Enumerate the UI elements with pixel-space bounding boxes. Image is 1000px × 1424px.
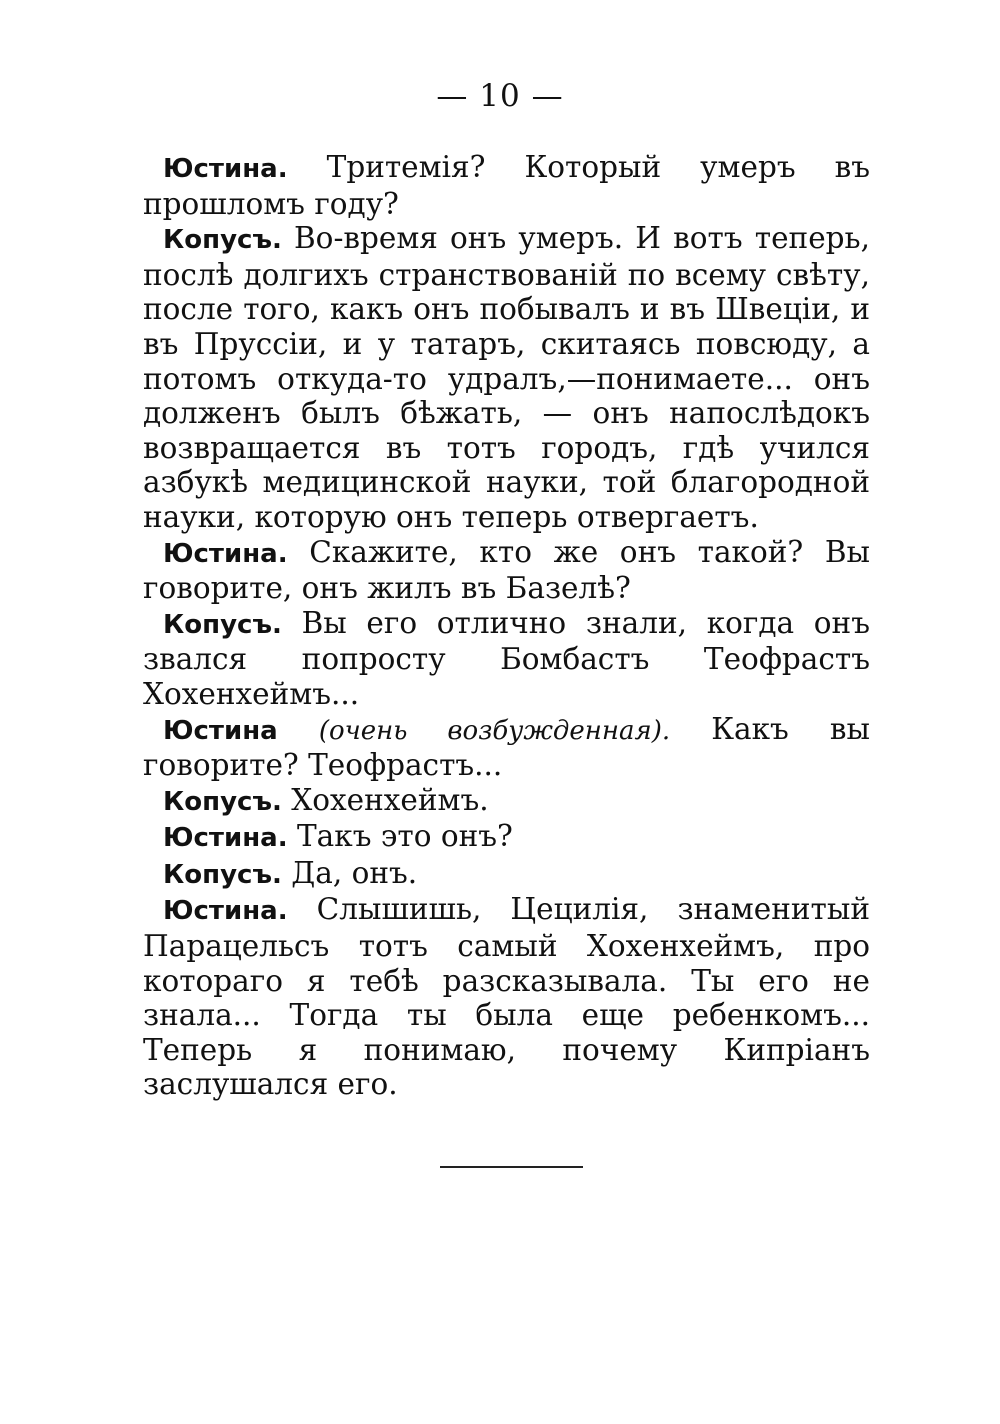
speaker-name: Юстина. xyxy=(163,896,288,927)
speech-text: Вы его отлично знали, когда онъ звался попросту Бомбастъ Теофрастъ Хохенхеймъ... xyxy=(143,605,870,711)
speech-text: Какъ вы говорите? Теофрастъ... xyxy=(143,711,870,783)
speech-text: Тритемія? Который умеръ въ прошломъ году? xyxy=(143,150,870,221)
page-number: — 10 — xyxy=(436,78,564,114)
speaker-name: Юстина. xyxy=(163,538,288,569)
dialogue-line xyxy=(143,150,870,221)
dialogue-line xyxy=(143,606,870,712)
speaker-name: Копусъ. xyxy=(163,859,282,890)
speaker-name: Копусъ. xyxy=(163,609,282,640)
stage-direction: (очень возбужденная). xyxy=(318,715,671,746)
dialogue-line xyxy=(143,856,870,893)
speech-text: Скажите, кто же онъ такой? Вы говорите, онъ жилъ въ Базелѣ? xyxy=(143,534,870,606)
dialogue-line xyxy=(143,819,870,856)
dialogue-line xyxy=(143,535,870,606)
speech-text: Слышишь, Цецилія, знаменитый Парацельсъ тотъ самый Хохенхеймъ, про котораго я тебѣ разсказывала. Ты его не знала... Тогда ты была еще ребенкомъ... Теперь я понимаю, почему Кипріанъ заслушался его. xyxy=(143,892,870,1102)
dialogue-line xyxy=(143,712,870,783)
speaker-name: Юстина. xyxy=(163,154,288,184)
speaker-name: Юстина xyxy=(163,715,278,746)
section-end-rule xyxy=(440,1166,583,1168)
dialogue-line xyxy=(143,783,870,820)
speech-text: Во-время онъ умеръ. И вотъ теперь, послѣ долгихъ странствованій по всему свѣту, после того, какъ онъ побывалъ и въ Швеціи, и въ Пруссіи, и у татаръ, скитаясь повсюду, а потомъ откуда-то удралъ,—понимаете... онъ долженъ былъ бѣжать, — онъ напослѣдокъ возвращается въ тотъ городъ, гдѣ учился азбукѣ медицинской науки, той благородной науки, которую онъ теперь отвергаетъ. xyxy=(143,221,870,534)
speaker-name: Копусъ. xyxy=(163,786,282,817)
page-text-body xyxy=(143,150,870,1102)
speaker-name: Юстина. xyxy=(163,823,288,854)
speaker-name: Копусъ. xyxy=(163,225,282,256)
speech-text: Да, онъ. xyxy=(291,855,418,890)
speech-text: Такъ это онъ? xyxy=(297,819,513,854)
dialogue-line xyxy=(143,892,870,1102)
speech-text: Хохенхеймъ. xyxy=(291,782,489,817)
dialogue-line xyxy=(143,221,870,534)
